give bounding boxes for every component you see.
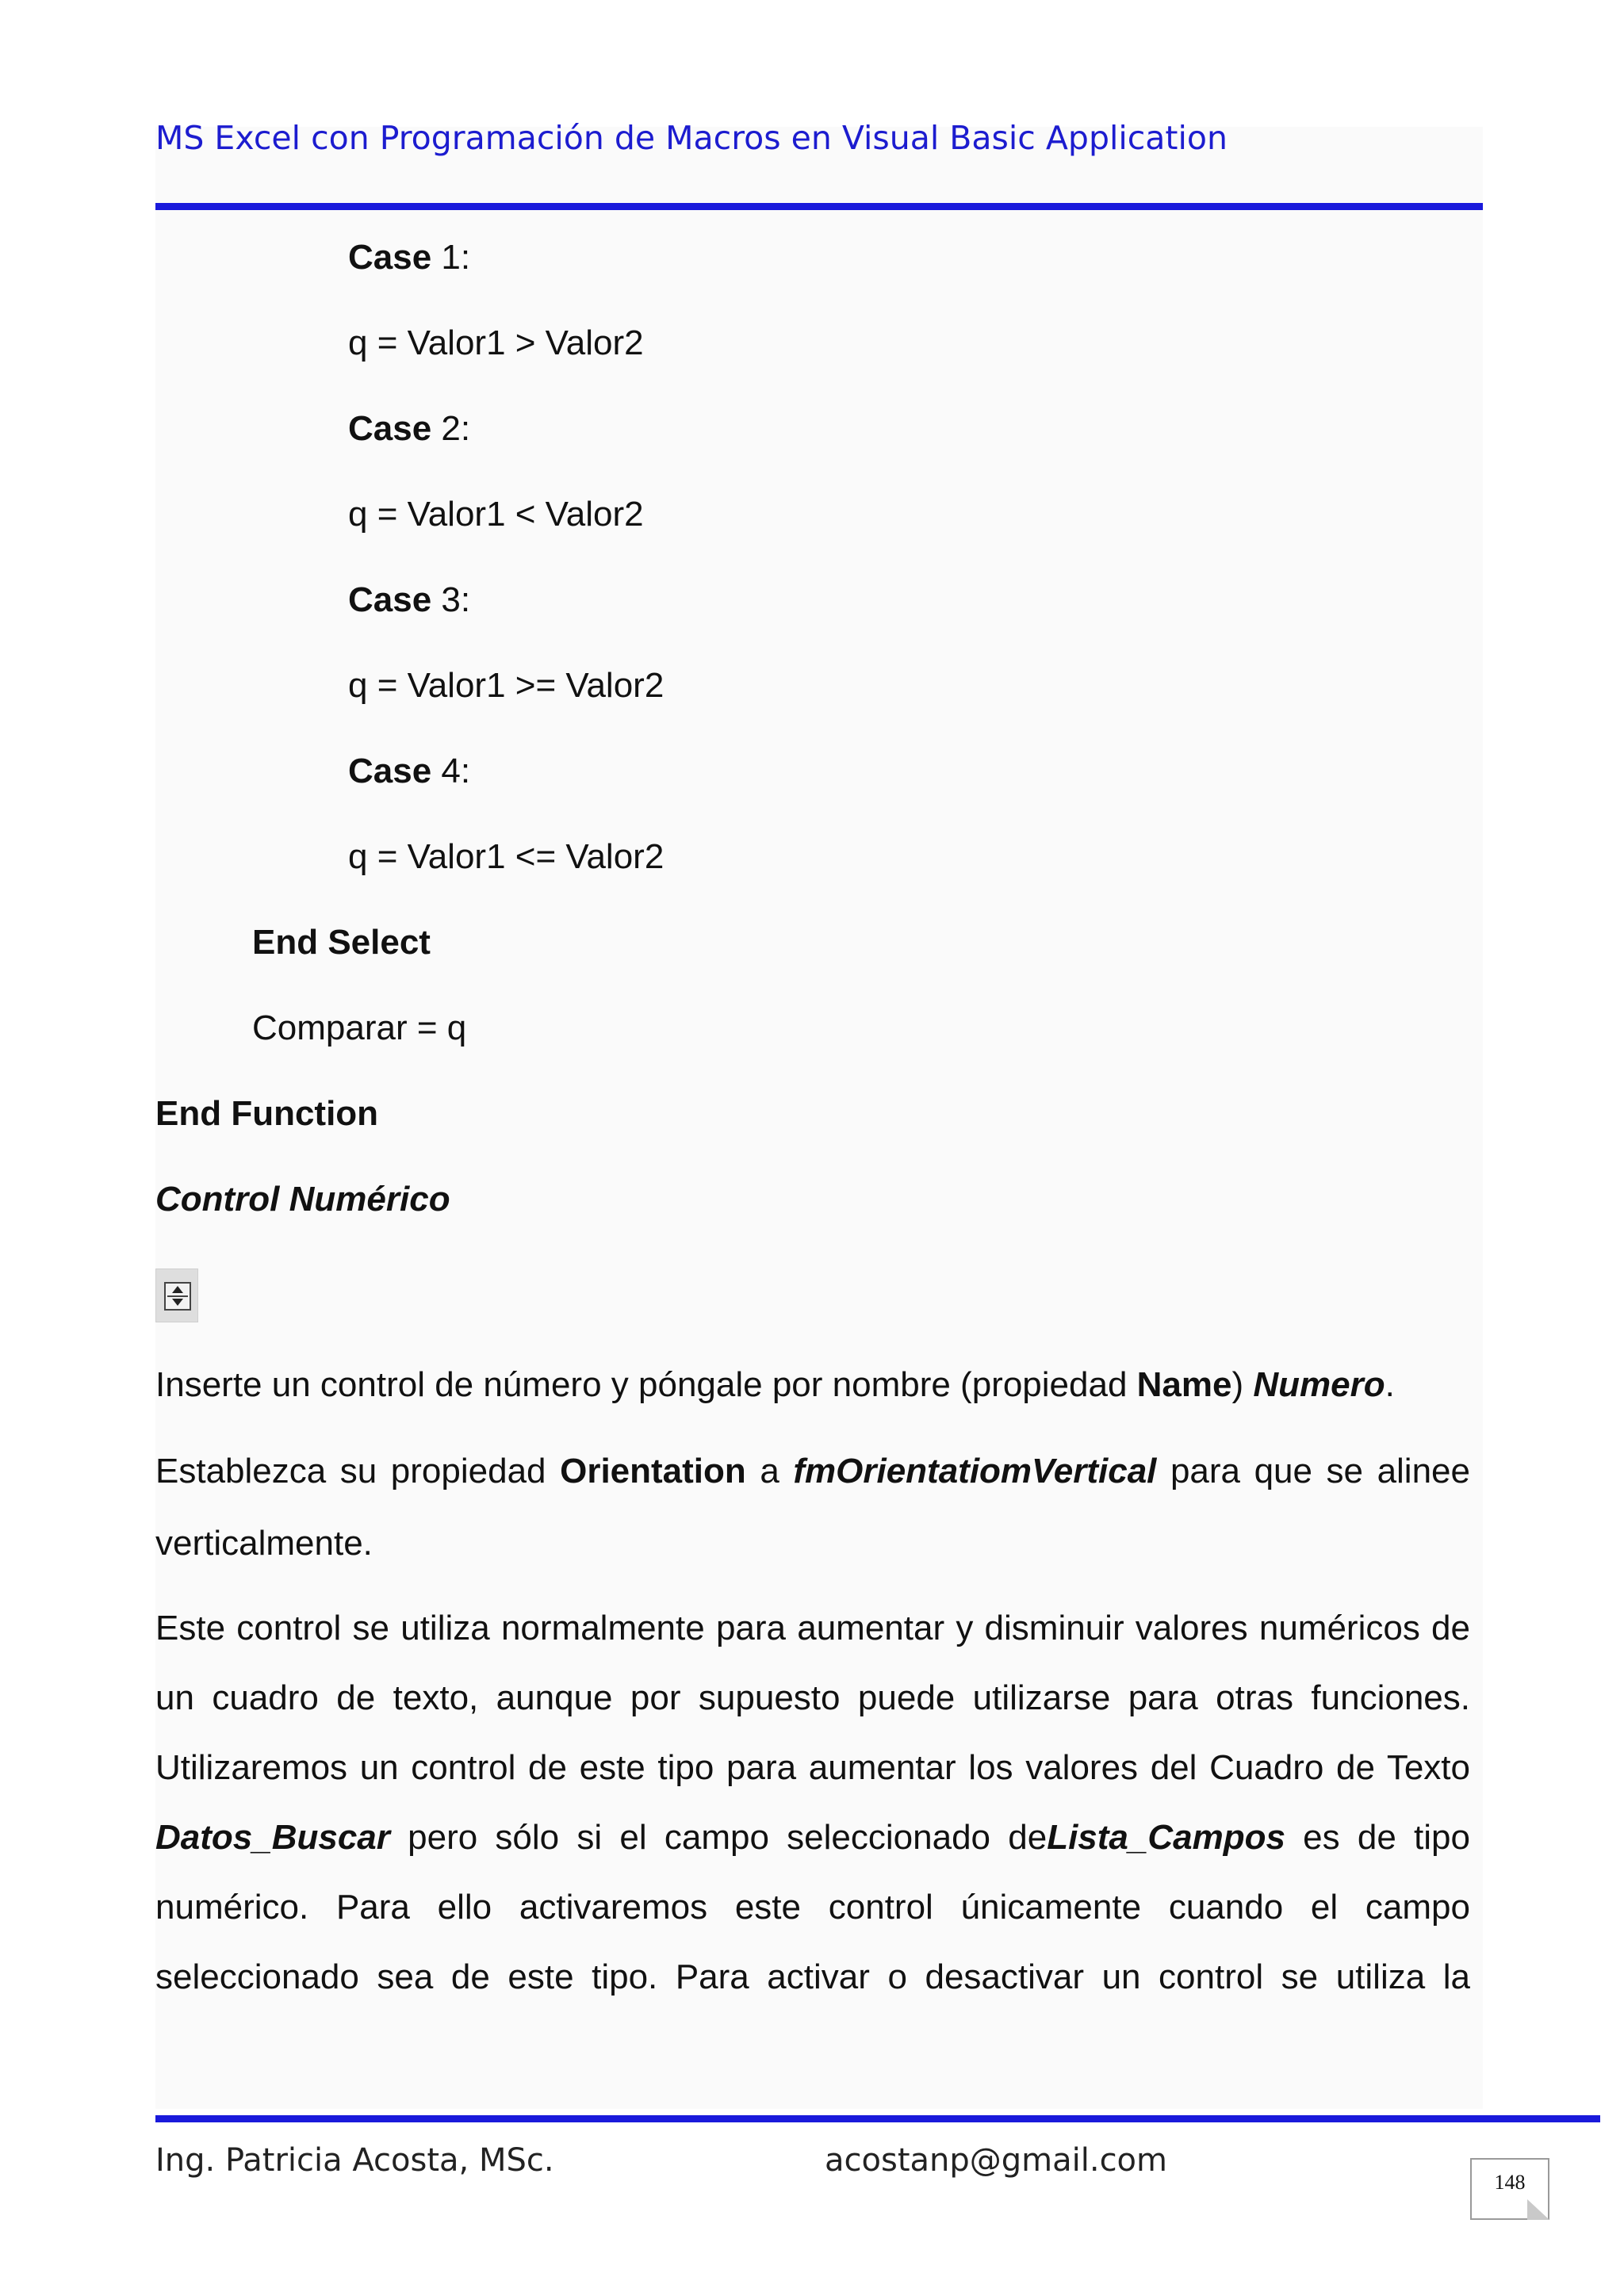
code-end-function <box>155 1094 378 1134</box>
para1-text: ) <box>1231 1365 1254 1404</box>
code-line-4: q = Valor1 <= Valor2 <box>348 837 665 876</box>
code-case-2 <box>348 409 470 449</box>
paragraph-3-line-2: un cuadro de texto, aunque por supuesto puede utilizarse para otras funciones. <box>155 1678 1470 1717</box>
property-name: Name <box>1136 1365 1232 1404</box>
para2-text: Establezca su propiedad <box>155 1452 561 1490</box>
page-fold-icon <box>1527 2199 1549 2220</box>
case-keyword: Case <box>348 409 432 448</box>
page-header-title: MS Excel con Programación de Macros en Visual Basic Application <box>155 119 1228 157</box>
paragraph-3-line-3: Utilizaremos un control de este tipo para aumentar los valores del Cuadro de Texto <box>155 1748 1470 1787</box>
case-keyword: Case <box>348 752 432 790</box>
spin-button-icon <box>155 1269 198 1322</box>
code-end-select <box>252 923 431 962</box>
paragraph-2-line-2: verticalmente. <box>155 1524 373 1563</box>
case-value: 1: <box>431 238 471 277</box>
code-line-1: q = Valor1 > Valor2 <box>348 323 644 362</box>
section-heading: Control Numérico <box>155 1180 450 1219</box>
paragraph-3-line-1: Este control se utiliza normalmente para aumentar y disminuir valores numéricos de <box>155 1609 1470 1647</box>
case-value: 3: <box>431 580 471 619</box>
case-value: 4: <box>431 752 471 790</box>
end-select-keyword: End Select <box>252 923 431 962</box>
textbox-name: Datos_Buscar <box>155 1818 390 1857</box>
paragraph-3-line-6: seleccionado sea de este tipo. Para activar o desactivar un control se utiliza la <box>155 1957 1470 1996</box>
control-name: Numero <box>1253 1365 1385 1404</box>
footer-rule <box>155 2115 1600 2122</box>
end-function-keyword: End Function <box>155 1094 379 1133</box>
case-keyword: Case <box>348 580 432 619</box>
para3-text: es de tipo <box>1285 1818 1470 1857</box>
paragraph-1 <box>155 1365 1395 1405</box>
para1-text: . <box>1385 1365 1395 1404</box>
para3-text: pero sólo si el campo seleccionado de <box>389 1818 1048 1857</box>
footer-author: Ing. Patricia Acosta, MSc. <box>155 2142 554 2179</box>
property-orientation: Orientation <box>560 1452 746 1490</box>
paragraph-3-line-4 <box>155 1803 1470 1873</box>
code-line-2: q = Valor1 < Valor2 <box>348 495 644 534</box>
paragraph-3-line-5: numérico. Para ello activaremos este control únicamente cuando el campo <box>155 1888 1470 1927</box>
code-case-4 <box>348 752 470 791</box>
listbox-name: Lista_Campos <box>1047 1818 1285 1857</box>
header-rule <box>155 203 1483 210</box>
code-case-3 <box>348 580 470 620</box>
case-keyword: Case <box>348 238 432 277</box>
page-number: 148 <box>1494 2171 1526 2194</box>
page-number-box <box>1470 2158 1549 2220</box>
para2-text: para que se alinee <box>1156 1452 1470 1490</box>
paragraph-2-line-1 <box>155 1437 1470 1506</box>
para1-text: Inserte un control de número y póngale por nombre (propiedad <box>155 1365 1137 1404</box>
case-value: 2: <box>431 409 471 448</box>
footer-email: acostanp@gmail.com <box>825 2142 1167 2179</box>
code-line-3: q = Valor1 >= Valor2 <box>348 666 665 705</box>
para2-text: a <box>745 1452 794 1490</box>
code-assign: Comparar = q <box>252 1008 467 1047</box>
orientation-value: fmOrientatiomVertical <box>793 1452 1157 1490</box>
code-case-1 <box>348 238 470 277</box>
